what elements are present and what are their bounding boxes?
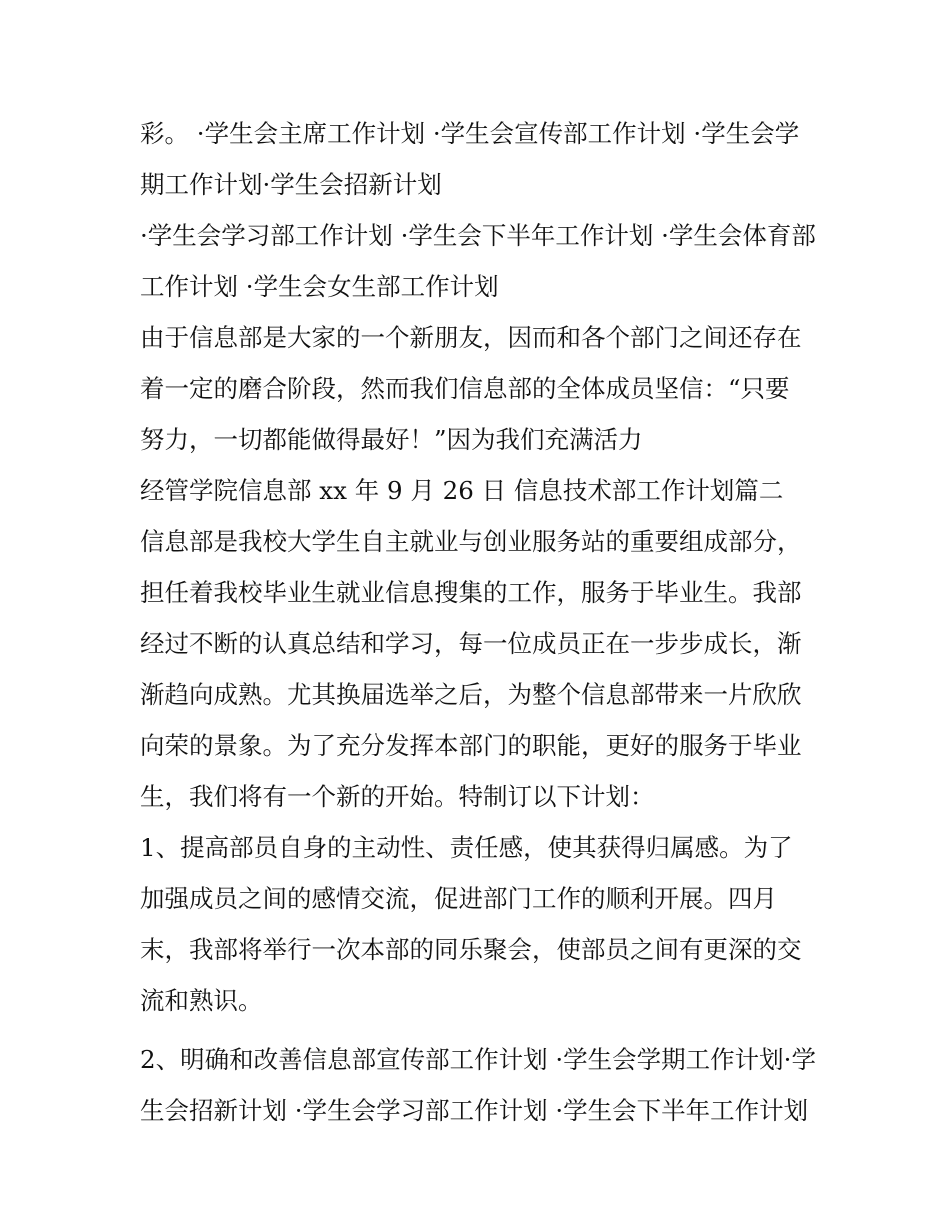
text-line: 期工作计划·学生会招新计划 <box>140 170 442 199</box>
text-line: 彩。 ·学生会主席工作计划 ·学生会宣传部工作计划 ·学生会学 <box>140 119 800 148</box>
text-line: 着一定的磨合阶段，然而我们信息部的全体成员坚信：“只要 <box>140 374 790 403</box>
paragraph-gap <box>140 1026 816 1034</box>
text-line: 渐趋向成熟。尤其换届选举之后，为整个信息部带来一片欣欣 <box>140 680 802 709</box>
text-line: 担任着我校毕业生就业信息搜集的工作，服务于毕业生。我部 <box>140 578 802 607</box>
text-line: 由于信息部是大家的一个新朋友，因而和各个部门之间还存在 <box>140 323 802 352</box>
text-line: 生会招新计划 ·学生会学习部工作计划 ·学生会下半年工作计划 <box>140 1096 809 1125</box>
text-line: 经过不断的认真总结和学习，每一位成员正在一步步成长，渐 <box>140 629 802 658</box>
text-line: 向荣的景象。为了充分发挥本部门的职能，更好的服务于毕业 <box>140 731 802 760</box>
text-line: 经管学院信息部 xx 年 9 月 26 日 信息技术部工作计划篇二 <box>140 476 784 505</box>
text-line: 1、提高部员自身的主动性、责任感，使其获得归属感。为了 <box>140 833 793 862</box>
text-line: 末，我部将举行一次本部的同乐聚会，使部员之间有更深的交 <box>140 935 802 964</box>
text-line: 加强成员之间的感情交流，促进部门工作的顺利开展。四月 <box>140 884 777 913</box>
text-line: 流和熟识。 <box>140 986 263 1015</box>
text-line: 工作计划 ·学生会女生部工作计划 <box>140 272 499 301</box>
text-line: 生，我们将有一个新的开始。特制订以下计划： <box>140 782 655 811</box>
document-body <box>140 108 816 1136</box>
text-line: 努力，一切都能做得最好！”因为我们充满活力 <box>140 425 643 454</box>
text-line: 2、明确和改善信息部宣传部工作计划 ·学生会学期工作计划·学 <box>140 1045 816 1074</box>
text-line: 信息部是我校大学生自主就业与创业服务站的重要组成部分， <box>140 527 802 556</box>
text-line: ·学生会学习部工作计划 ·学生会下半年工作计划 ·学生会体育部 <box>140 221 816 250</box>
